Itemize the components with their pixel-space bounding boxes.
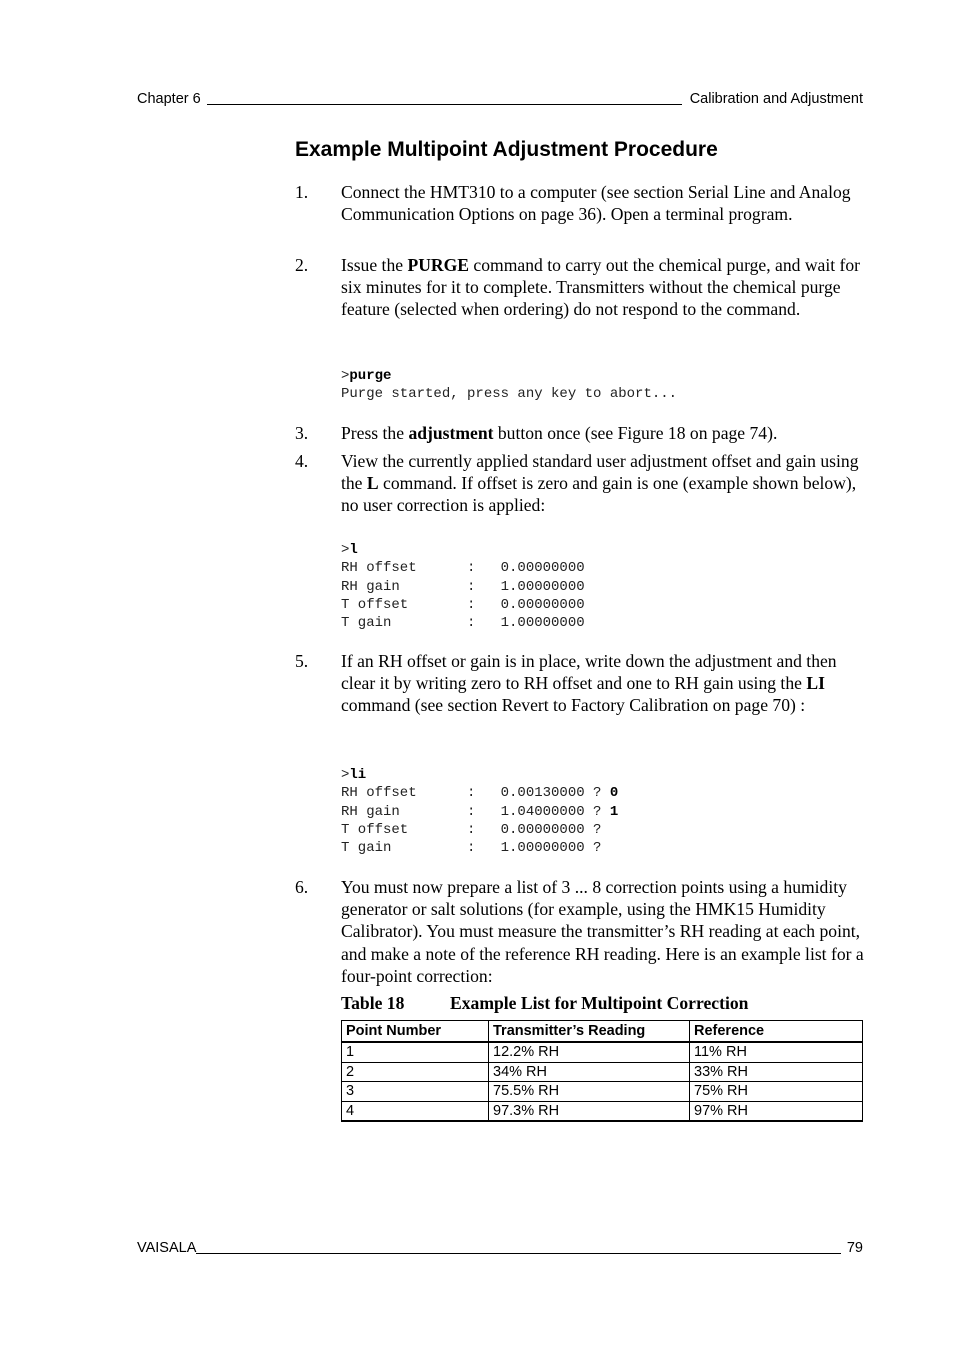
step-number: 2. [295, 255, 309, 275]
column-header: Point Number [342, 1021, 489, 1043]
section-label: Calibration and Adjustment [689, 91, 863, 107]
step-number: 3. [295, 423, 309, 443]
typed-command: l [349, 542, 358, 558]
step-text: View the currently applied standard user adjustment offset and gain using the L command. If offset is zero and gain is one (example shown below), no user correction is applied: [341, 451, 859, 516]
column-header: Transmitter’s Reading [489, 1021, 690, 1043]
terminal-l: >l RH offset : 0.00000000 RH gain : 1.00000000 T offset : 0.00000000 T gain : 1.00000000 [341, 542, 585, 632]
table-cell: 11% RH [690, 1042, 863, 1062]
table-header-row [342, 1021, 863, 1043]
table-row [342, 1101, 863, 1121]
company-label: VAISALA [137, 1240, 197, 1256]
table-row [342, 1042, 863, 1062]
terminal-line: T offset : 0.00000000 ? [341, 821, 602, 838]
terminal-line: RH offset : 0.00130000 ? [341, 785, 610, 802]
step-number: 5. [295, 651, 309, 671]
typed-value: 1 [609, 803, 619, 820]
table-row [342, 1082, 863, 1102]
table-cell: 12.2% RH [489, 1042, 690, 1062]
table-cell: 3 [342, 1082, 489, 1102]
step-number: 4. [295, 451, 309, 471]
terminal-line: T offset : 0.00000000 [341, 596, 585, 613]
terminal-output: Purge started, press any key to abort... [341, 386, 678, 403]
step-text: Connect the HMT310 to a computer (see section Serial Line and Analog Communication Options on page 36). Open a terminal program. [341, 182, 851, 225]
typed-value: 0 [609, 785, 619, 802]
page-footer [137, 1239, 863, 1257]
section-title: Example Multipoint Adjustment Procedure [295, 138, 718, 161]
table-cell: 1 [342, 1042, 489, 1062]
command-keyword: L [366, 473, 379, 494]
table-title: Example List for Multipoint Correction [450, 993, 749, 1013]
terminal-li: >li RH offset : 0.00130000 ? 0 RH gain : 1.04000000 ? 1 T offset : 0.00000000 ? T gain : 1.00000000 ? [341, 767, 619, 857]
table-cell: 34% RH [489, 1062, 690, 1082]
step-number: 6. [295, 877, 309, 897]
page-header [137, 90, 863, 108]
table-caption [341, 992, 748, 1014]
command-keyword: PURGE [407, 255, 470, 275]
terminal-line: T gain : 1.00000000 ? [341, 840, 602, 857]
table-cell: 75.5% RH [489, 1082, 690, 1102]
page-number: 79 [846, 1240, 863, 1256]
footer-rule [196, 1253, 840, 1254]
table-cell: 75% RH [690, 1082, 863, 1102]
table-cell: 97% RH [690, 1101, 863, 1121]
terminal-line: T gain : 1.00000000 [341, 615, 585, 632]
step-text: You must now prepare a list of 3 ... 8 correction points using a humidity generator or salt solutions (for example, using the HMK15 Humidity Calibrator). You must measure the transmitter’s RH reading at each point, and make a note of the reference RH reading. Here is an example list for a four-point correction: [341, 877, 864, 986]
typed-command: li [349, 767, 367, 783]
header-rule [207, 104, 682, 105]
table-cell: 97.3% RH [489, 1101, 690, 1121]
terminal-line: RH offset : 0.00000000 [341, 560, 585, 577]
terminal-purge: >purge Purge started, press any key to abort... [341, 368, 678, 403]
table-cell: 4 [342, 1101, 489, 1121]
table-cell: 2 [342, 1062, 489, 1082]
table-cell: 33% RH [690, 1062, 863, 1082]
button-keyword: adjustment [408, 423, 494, 443]
step-number: 1. [295, 182, 309, 202]
step-text: Press the adjustment button once (see Figure 18 on page 74). [341, 423, 778, 443]
table-row [342, 1062, 863, 1082]
column-header: Reference [690, 1021, 863, 1043]
table-number: Table 18 [341, 993, 405, 1013]
chapter-label: Chapter 6 [137, 91, 201, 107]
step-text: If an RH offset or gain is in place, write down the adjustment and then clear it by writing zero to RH offset and one to RH gain using the LI command (see section Revert to Factory Calibration on page 70) : [341, 651, 837, 716]
command-keyword: LI [806, 673, 825, 694]
typed-command: purge [349, 368, 392, 384]
terminal-line: RH gain : 1.04000000 ? [341, 803, 610, 820]
terminal-line: RH gain : 1.00000000 [341, 578, 585, 595]
step-text: Issue the PURGE command to carry out the chemical purge, and wait for six minutes for it to complete. Transmitters without the chemical purge feature (selected when ordering) do not respond to the command. [341, 255, 861, 320]
correction-table [341, 1020, 863, 1122]
